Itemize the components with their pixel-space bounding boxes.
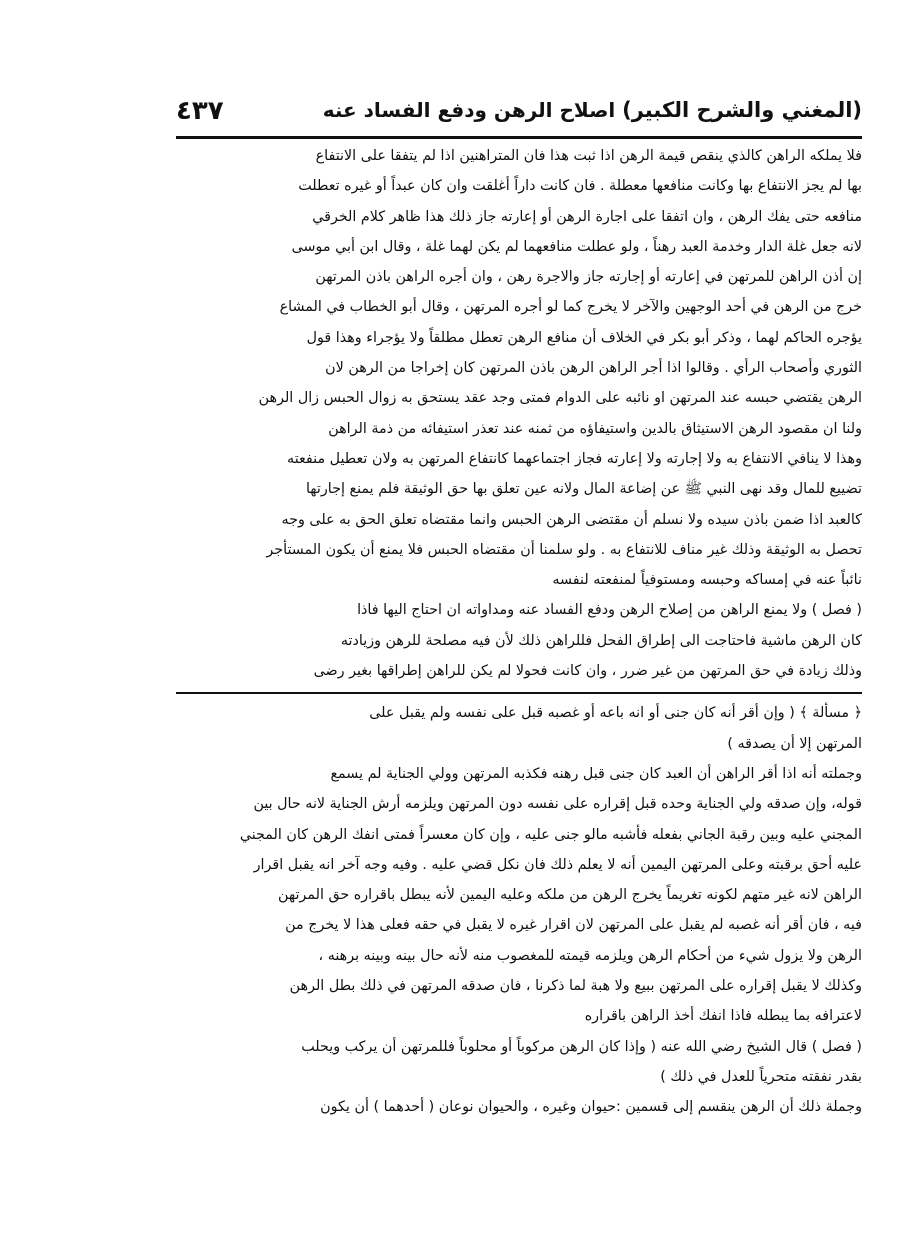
text-line: تضييع للمال وقد نهى النبي ﷺ عن إضاعة المال ولانه عين تعلق بها حق الوثيقة فلم يمنع إجارتها [305, 481, 862, 498]
text-line: قوله، وإن صدقه ولي الجناية وحده قبل إقراره على نفسه دون المرتهن ويلزمه أرش الجناية لانه حال بين [253, 796, 862, 813]
text-line: لاعترافه بما يبطله فاذا انفك أخذ الراهن باقراره [584, 1008, 862, 1025]
text-line: تحصل به الوثيقة وذلك غير مناف للانتفاع به . ولو سلمنا أن مقتضاه الحبس فلا يمنع أن يكون المستأجر [266, 541, 862, 558]
text-line: الثوري وأصحاب الرأي . وقالوا اذا أجر الراهن الرهن باذن المرتهن كان إخراجا من الرهن لان [325, 360, 862, 377]
book-page [176, 96, 862, 1216]
text-line: ﴿ مسألة ﴾ ( وإن أقر أنه كان جنى أو انه باعه أو غصبه قبل على نفسه ولم يقبل على [369, 705, 862, 722]
text-line: فلا يملكه الراهن كالذي ينقص قيمة الرهن اذا ثبت هذا فان المتراهنين اذا لم يتفقا على الانتفاع [315, 148, 862, 164]
text-line: وجملة ذلك أن الرهن ينقسم إلى قسمين :حيوان وغيره ، والحيوان نوعان ( أحدهما ) أن يكون [320, 1099, 862, 1116]
text-line: الرهن يقتضي حبسه عند المرتهن او نائبه على الدوام فمتى وجد عقد يستحق به زوال الحبس زال الرهن [258, 390, 862, 407]
text-line: عليه أحق برقبته وعلى المرتهن اليمين أنه لا يعلم ذلك فان نكل قضي عليه . وفيه وجه آخر انه يقبل اقرار [253, 856, 862, 873]
text-line: كالعبد اذا ضمن باذن سيده ولا نسلم أن مقتضى الرهن الحبس وانما مقتضاه تعلق الحق به على وجه [281, 511, 862, 528]
text-line: وذلك زيادة في حق المرتهن من غير ضرر ، وان كانت فحولا لم يكن للراهن إطراقها بغير رضى [313, 663, 862, 680]
text-line: بقدر نفقته متحرياً للعدل في ذلك ) [660, 1068, 862, 1085]
text-line: يؤجره الحاكم لهما ، وذكر أبو بكر في الخلاف أن منافع الرهن تعطل مطلقاً ولا يؤجراء وهذا قول [306, 329, 862, 346]
page-number: ٤٣٧ [176, 96, 224, 126]
page-header [176, 96, 862, 139]
body-text-section-1 [176, 141, 862, 686]
text-line: منافعه حتى يفك الرهن ، وان اتفقا على اجارة الرهن أو إعارته جاز ذلك هذا ظاهر كلام الخرقي [312, 208, 862, 225]
text-line: ( فصل ) ولا يمنع الراهن من إصلاح الرهن ودفع الفساد عنه ومداواته ان احتاج اليها فاذا [357, 602, 862, 619]
text-line: الراهن لانه غير متهم لكونه تغريماً يخرج الرهن من ملكه وعليه اليمين لأنه يبطل باقراره حق المرتهن [277, 887, 862, 904]
body-text-section-2 [176, 698, 862, 1122]
text-line: ولنا ان مقصود الرهن الاستيثاق بالدين واستيفاؤه من ثمنه عند تعذر استيفائه من ذمة الراهن [328, 420, 862, 437]
section-title: اصلاح الرهن ودفع الفساد عنه [322, 98, 616, 122]
section-divider [176, 692, 862, 694]
text-line: خرج من الرهن في أحد الوجهين والآخر لا يخرج كما لو أجره المرتهن ، وقال أبو الخطاب في المشاع [279, 299, 862, 316]
text-line: كان الرهن ماشية فاحتاجت الى إطراق الفحل فللراهن ذلك لأن فيه مصلحة للرهن وزيادته [340, 632, 862, 649]
text-line: لانه جعل غلة الدار وخدمة العبد رهناً ، ولو عطلت منافعهما لم يكن لهما غلة ، وقال ابن أبي موسى [291, 238, 862, 255]
text-line: المرتهن إلا أن يصدقه ) [727, 735, 862, 752]
text-line: إن أذن الراهن للمرتهن في إعارته أو إجارته جاز والاجرة رهن ، وان أجره الراهن باذن المرتهن [315, 269, 862, 286]
text-line: وكذلك لا يقبل إقراره على المرتهن ببيع ولا هبة لما ذكرنا ، فان صدقه المرتهن في ذلك بطل الرهن [289, 978, 862, 995]
text-line: فيه ، فان أقر أنه غصبه لم يقبل على المرتهن لان اقرار غيره لا يقبل في حقه فعلى هذا لا يخرج من [285, 917, 862, 934]
text-line: وجملته أنه اذا أقر الراهن أن العبد كان جنى قبل رهنه فكذبه المرتهن وولي الجناية لم يسمع [330, 765, 862, 782]
text-line: وهذا لا ينافي الانتفاع به ولا إجارته ولا إعارته فجاز اجتماعهما كانتفاع المرتهن به ولان تعطيل منفعته [287, 450, 862, 467]
text-line: نائباً عنه في إمساكه وحبسه ومستوفياً لمنفعته لنفسه [552, 572, 862, 589]
text-line: الرهن ولا يزول شيء من أحكام الرهن ويلزمه قيمته للمغصوب منه لأنه حال بينه وبينه برهنه ، [318, 947, 862, 964]
text-line: ( فصل ) قال الشيخ رضي الله عنه ( وإذا كان الرهن مركوباً أو محلوباً فللمرتهن أن يركب ويحلب [301, 1038, 862, 1055]
book-title: (المغني والشرح الكبير) [622, 98, 862, 122]
text-line: المجني عليه وبين رقبة الجاني بفعله فأشبه مالو جنى عليه ، وإن كان معسراً فمتى انفك الرهن كان المجني [239, 826, 862, 843]
text-line: بها لم يجز الانتفاع بها وكانت منافعها معطلة . فان كانت داراً أغلقت وان كان عبداً أو غيره تعطلت [298, 178, 862, 195]
